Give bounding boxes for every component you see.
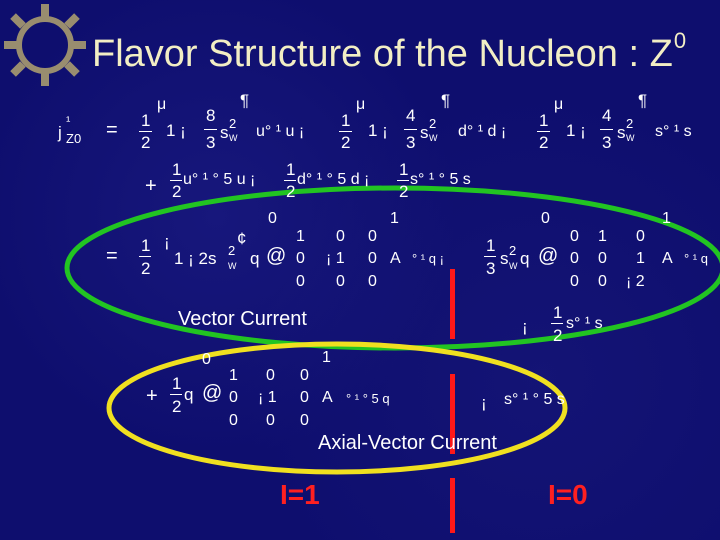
m3-after: ° ¹ ° 5 q [346, 391, 390, 406]
current-sub: Z0 [66, 131, 82, 146]
m1-r2c1: 0 [296, 250, 305, 267]
l3-term: 1 ¡ 2s [174, 249, 217, 268]
frac-4b-bar [404, 129, 417, 130]
frac-a-bar [139, 131, 152, 132]
m2-a: A [662, 250, 673, 267]
mu-a: μ [157, 96, 167, 113]
s2-b: 2 [429, 116, 437, 131]
frac-l2c-den: 2 [399, 182, 409, 201]
frac-c-bar [537, 131, 550, 132]
frac-a-num: 1 [141, 111, 151, 130]
frac-l2a-bar [170, 180, 182, 181]
l3-frac-bar [139, 256, 151, 257]
r-frac-den: 3 [486, 259, 496, 278]
m3-r2c3: 0 [300, 389, 309, 406]
m1-r2c3: 0 [368, 250, 377, 267]
at-sign-2: @ [538, 245, 559, 267]
s-current: s° ¹ s [655, 123, 692, 140]
m3-a: A [322, 389, 333, 406]
r-frac-bar [484, 256, 496, 257]
l3-s2: 2 [228, 243, 236, 258]
title-superscript: 0 [673, 28, 687, 53]
d-current: d° ¹ d ¡ [458, 123, 507, 140]
m2-r3c3: ¡ 2 [626, 273, 645, 290]
frac-l2a-num: 1 [172, 160, 182, 179]
frac-l2b-den: 2 [286, 182, 296, 201]
l3-bang: ¡ [164, 232, 170, 251]
m3-r3c1: 0 [229, 412, 238, 429]
m2-r1c2: 1 [598, 228, 607, 245]
term-b: 1 ¡ [368, 121, 388, 140]
m2-after: ° ¹ q [684, 251, 708, 266]
m3-r3c3: 0 [300, 412, 309, 429]
current-sup: ¹ [66, 113, 71, 128]
l4-q: q [184, 385, 194, 404]
red-divider-top [450, 269, 455, 339]
m2-right: 1 [662, 210, 671, 227]
l4-frac-num: 1 [172, 374, 182, 393]
m1-r1c1: 1 [296, 228, 305, 245]
l3-frac-num: 1 [141, 236, 151, 255]
frac-c-den: 2 [539, 133, 549, 152]
m1-r3c2: 0 [336, 273, 345, 290]
para-a: ¶ [240, 91, 250, 110]
s-c: s [617, 123, 626, 142]
axial-current-label: Axial-Vector Current [318, 432, 497, 454]
m2-r1c1: 0 [570, 228, 579, 245]
plus-sign-2: + [146, 385, 158, 407]
m3-top: 0 [202, 351, 211, 368]
u-current: u° ¹ u ¡ [256, 123, 305, 140]
red-divider-bottom [450, 478, 455, 533]
l4-frac-den: 2 [172, 397, 182, 416]
den-3-b: 3 [406, 133, 416, 152]
m1-r3c3: 0 [368, 273, 377, 290]
l3-w: W [228, 261, 237, 271]
l4-tail-bang: ¡ [481, 393, 487, 412]
plus-sign-1: + [145, 175, 157, 197]
axial-s: s° ¹ ° 5 s [410, 171, 471, 188]
frac-l2b-bar [284, 180, 296, 181]
m3-r1c1: 1 [229, 367, 238, 384]
m1-r2c2: ¡ 1 [326, 250, 345, 267]
m1-after: ° ¹ q ¡ [412, 251, 444, 266]
r-q: q [520, 249, 530, 268]
tail-frac-num: 1 [553, 303, 563, 322]
vector-current-label: Vector Current [178, 308, 307, 330]
m3-r1c3: 0 [300, 367, 309, 384]
m1-r1c3: 0 [368, 228, 377, 245]
l3-frac-den: 2 [141, 259, 151, 278]
s-b: s [420, 123, 429, 142]
m3-r2c1: 0 [229, 389, 238, 406]
l4-frac-bar [170, 394, 182, 395]
term-a: 1 ¡ [166, 121, 186, 140]
title-text: Flavor Structure of the Nucleon : Z [92, 33, 673, 75]
num-4-c: 4 [602, 106, 612, 125]
frac-l2c-bar [397, 180, 409, 181]
den-3-a: 3 [206, 133, 216, 152]
term-c: 1 ¡ [566, 121, 586, 140]
w-a: W [229, 133, 238, 143]
m3-r2c2: ¡ 1 [258, 389, 277, 406]
isospin-0-label: I=0 [548, 479, 588, 510]
frac-8-bar [204, 129, 217, 130]
m2-r2c2: 0 [598, 250, 607, 267]
axial-d: d° ¹ ° 5 d ¡ [297, 171, 370, 188]
frac-4c-bar [600, 129, 613, 130]
isospin-1-label: I=1 [280, 479, 320, 510]
s2-a: 2 [229, 116, 237, 131]
tail-frac-bar [551, 323, 563, 324]
m3-r3c2: 0 [266, 412, 275, 429]
frac-l2c-num: 1 [399, 160, 409, 179]
cent-sign: ¢ [237, 229, 247, 248]
frac-b-den: 2 [341, 133, 351, 152]
frac-c-num: 1 [539, 111, 549, 130]
r-s: s [500, 249, 509, 268]
w-b: W [429, 133, 438, 143]
frac-l2a-den: 2 [172, 182, 182, 201]
m1-top: 0 [268, 210, 277, 227]
axial-u: u° ¹ ° 5 u ¡ [183, 171, 256, 188]
m1-right: 1 [390, 210, 399, 227]
para-c: ¶ [638, 91, 648, 110]
m2-top: 0 [541, 210, 550, 227]
m3-r1c2: 0 [266, 367, 275, 384]
frac-b-bar [339, 131, 352, 132]
mu-b: μ [356, 96, 366, 113]
m1-r1c2: 0 [336, 228, 345, 245]
current-symbol: j [58, 123, 62, 142]
num-4-b: 4 [406, 106, 416, 125]
equals-sign-1: = [106, 119, 118, 141]
s2-c: 2 [626, 116, 634, 131]
equals-sign-2: = [106, 245, 118, 267]
l3-q: q [250, 249, 260, 268]
frac-b-num: 1 [341, 111, 351, 130]
mu-c: μ [554, 96, 564, 113]
m2-r1c3: 0 [636, 228, 645, 245]
para-b: ¶ [441, 91, 451, 110]
frac-l2b-num: 1 [286, 160, 296, 179]
m2-r3c1: 0 [570, 273, 579, 290]
m2-r2c3: 1 [636, 250, 645, 267]
l4-tail-term: s° ¹ ° 5 s [504, 391, 565, 408]
r-frac-num: 1 [486, 236, 496, 255]
den-3-c: 3 [602, 133, 612, 152]
m3-right: 1 [322, 349, 331, 366]
m1-r3c1: 0 [296, 273, 305, 290]
frac-a-den: 2 [141, 133, 151, 152]
r-s2: 2 [509, 243, 517, 258]
s-a: s [220, 123, 229, 142]
tail-frac-den: 2 [553, 326, 563, 345]
num-8: 8 [206, 106, 216, 125]
at-sign-3: @ [202, 382, 223, 404]
m1-a: A [390, 250, 401, 267]
r-w: W [509, 261, 518, 271]
m2-r2c1: 0 [570, 250, 579, 267]
w-c: W [626, 133, 635, 143]
m2-r3c2: 0 [598, 273, 607, 290]
at-sign-1: @ [266, 245, 287, 267]
tail-term: s° ¹ s [566, 315, 603, 332]
tail-bang: ¡ [522, 317, 528, 336]
